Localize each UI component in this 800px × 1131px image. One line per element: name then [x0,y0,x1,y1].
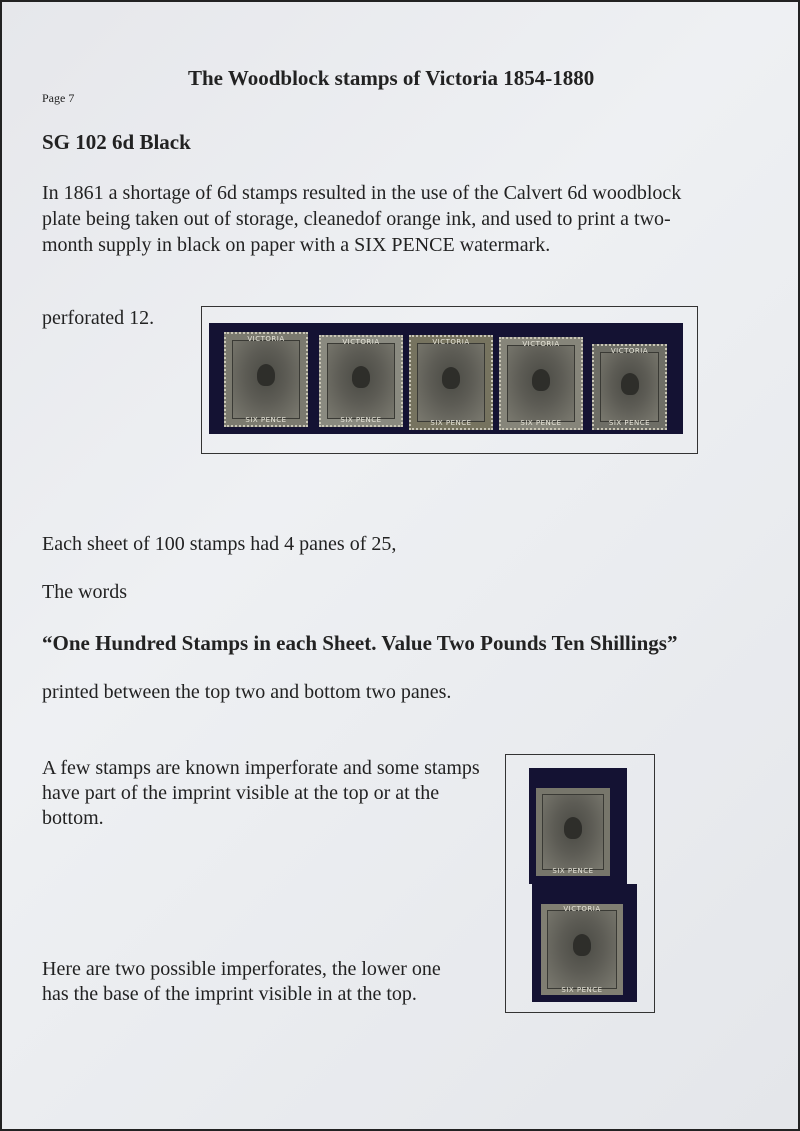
stamp-image-2 [319,335,403,427]
stamp-bottom-label: SIX PENCE [520,419,562,427]
imperforate-note: A few stamps are known imperforate and some stamps have part of the imprint visible at the top or at the bottom. [42,757,480,829]
stamp-bottom-label: SIX PENCE [245,416,287,424]
page-title: The Woodblock stamps of Victoria 1854-1880 [188,66,595,90]
stamp-image-5 [592,344,667,430]
words-intro-text: The words [42,581,127,603]
intro-paragraph: In 1861 a shortage of 6d stamps resulted in the use of the Calvert 6d woodblock plate being taken out of storage, cleanedof orange ink, and used to print a two-month supply in black on paper with a SIX PENCE watermark. [42,182,682,256]
imprint-quote: “One Hundred Stamps in each Sheet. Value Two Pounds Ten Shillings” [42,631,678,655]
stamp-image-3 [409,335,493,430]
imperforate-caption: Here are two possible imperforates, the lower one has the base of the imprint visible in at the top. [42,958,441,1005]
stamp-top-label: VICTORIA [432,338,470,346]
stamp-image-imperforate-upper [536,788,610,876]
printed-between-text: printed between the top two and bottom two panes. [42,681,452,703]
stamp-bottom-label: SIX PENCE [552,867,594,875]
stamp-bottom-label: SIX PENCE [430,419,472,427]
stamp-image-4 [499,337,583,430]
sheet-info-text: Each sheet of 100 stamps had 4 panes of 25, [42,533,397,555]
page-number: Page 7 [42,91,75,105]
stamp-top-label: VICTORIA [610,347,649,355]
perforated-label: perforated 12. [42,307,155,329]
section-heading: SG 102 6d Black [42,130,191,154]
stamp-top-label: VICTORIA [247,335,285,343]
stamp-bottom-label: SIX PENCE [561,986,603,994]
stamp-image-imperforate-lower [541,904,623,995]
stamp-image-1 [224,332,308,427]
stamp-bottom-label: SIX PENCE [340,416,382,424]
stamp-top-label: VICTORIA [342,338,380,346]
stamp-top-label: VICTORIA [522,340,560,348]
stamp-bottom-label: SIX PENCE [608,419,651,427]
stamp-top-label: VICTORIA [563,905,601,913]
